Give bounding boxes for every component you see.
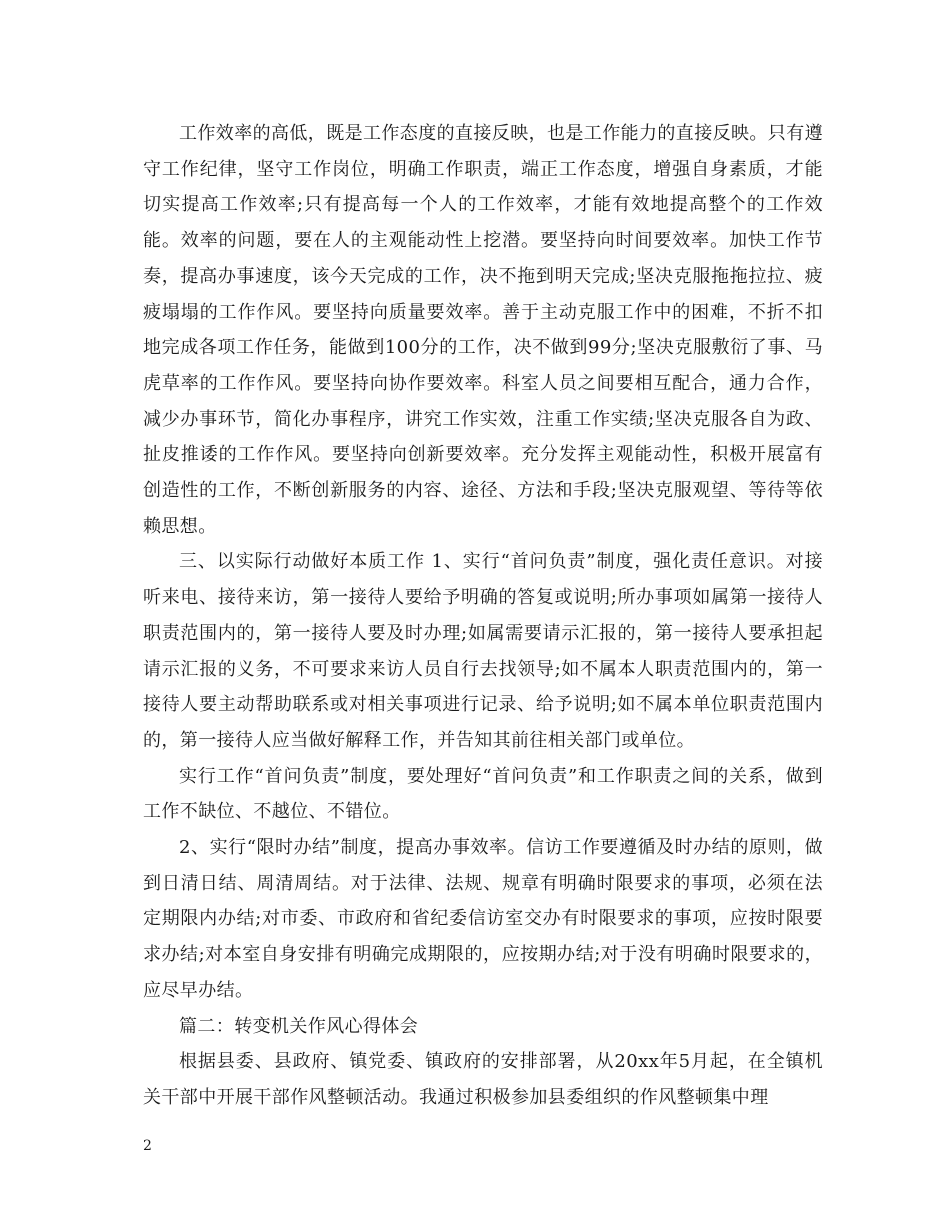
paragraph-efficiency: 工作效率的高低，既是工作态度的直接反映，也是工作能力的直接反映。只有遵守工作纪律，坚守工作岗位，明确工作职责，端正工作态度，增强自身素质，才能切实提高工作效率;只有提高每一个人的工作效率，才能有效地提高整个的工作效能。效率的问题，要在人的主观能动性上挖潜。要坚持向时间要效率。加快工作节奏，提高办事速度，该今天完成的工作，决不拖到明天完成;坚决克服拖拖拉拉、疲疲塌塌的工作作风。要坚持向质量要效率。善于主动克服工作中的困难，不折不扣地完成各项工作任务，能做到100分的工作，决不做到99分;坚决克服敷衍了事、马虎草率的工作作风。要坚持向协作要效率。科室人员之间要相互配合，通力合作，减少办事环节，简化办事程序，讲究工作实效，注重工作实绩;坚决克服各自为政、扯皮推诿的工作作风。要坚持向创新要效率。充分发挥主观能动性，积极开展富有创造性的工作，不断创新服务的内容、途径、方法和手段;坚决克服观望、等待等依赖思想。 — [143, 123, 823, 537]
paragraph-first-inquiry: 三、以实际行动做好本质工作 1、实行“首问负责”制度，强化责任意识。对接听来电、接待来访，第一接待人要给予明确的答复或说明;所办事项如属第一接待人职责范围内的，第一接待人要及时办理;如属需要请示汇报的，第一接待人要承担起请示汇报的义务，不可要求来访人员自行去找领导;如不属本人职责范围内的，第一接待人要主动帮助联系或对相关事项进行记录、给予说明;如不属本单位职责范围内的，第一接待人应当做好解释工作，并告知其前往相关部门或单位。 — [143, 551, 823, 751]
section-heading-part-two: 篇二：转变机关作风心得体会 — [179, 1015, 419, 1037]
paragraph-part-two-intro: 根据县委、县政府、镇党委、镇政府的安排部署，从20xx年5月起，在全镇机关干部中开展干部作风整顿活动。我通过积极参加县委组织的作风整顿集中理 — [143, 1051, 823, 1108]
paragraph-first-inquiry-relation: 实行工作“首问负责”制度，要处理好“首问负责”和工作职责之间的关系，做到工作不缺位、不越位、不错位。 — [143, 765, 823, 823]
page-number: 2 — [143, 1138, 152, 1154]
document-body — [143, 116, 823, 1116]
paragraph-time-limit: 2、实行“限时办结”制度，提高办事效率。信访工作要遵循及时办结的原则，做到日清日结、周清周结。对于法律、法规、规章有明确时限要求的事项，必须在法定期限内办结;对市委、市政府和省纪委信访室交办有时限要求的事项，应按时限要求办结;对本室自身安排有明确完成期限的，应按期办结;对于没有明确时限要求的，应尽早办结。 — [143, 837, 823, 1001]
